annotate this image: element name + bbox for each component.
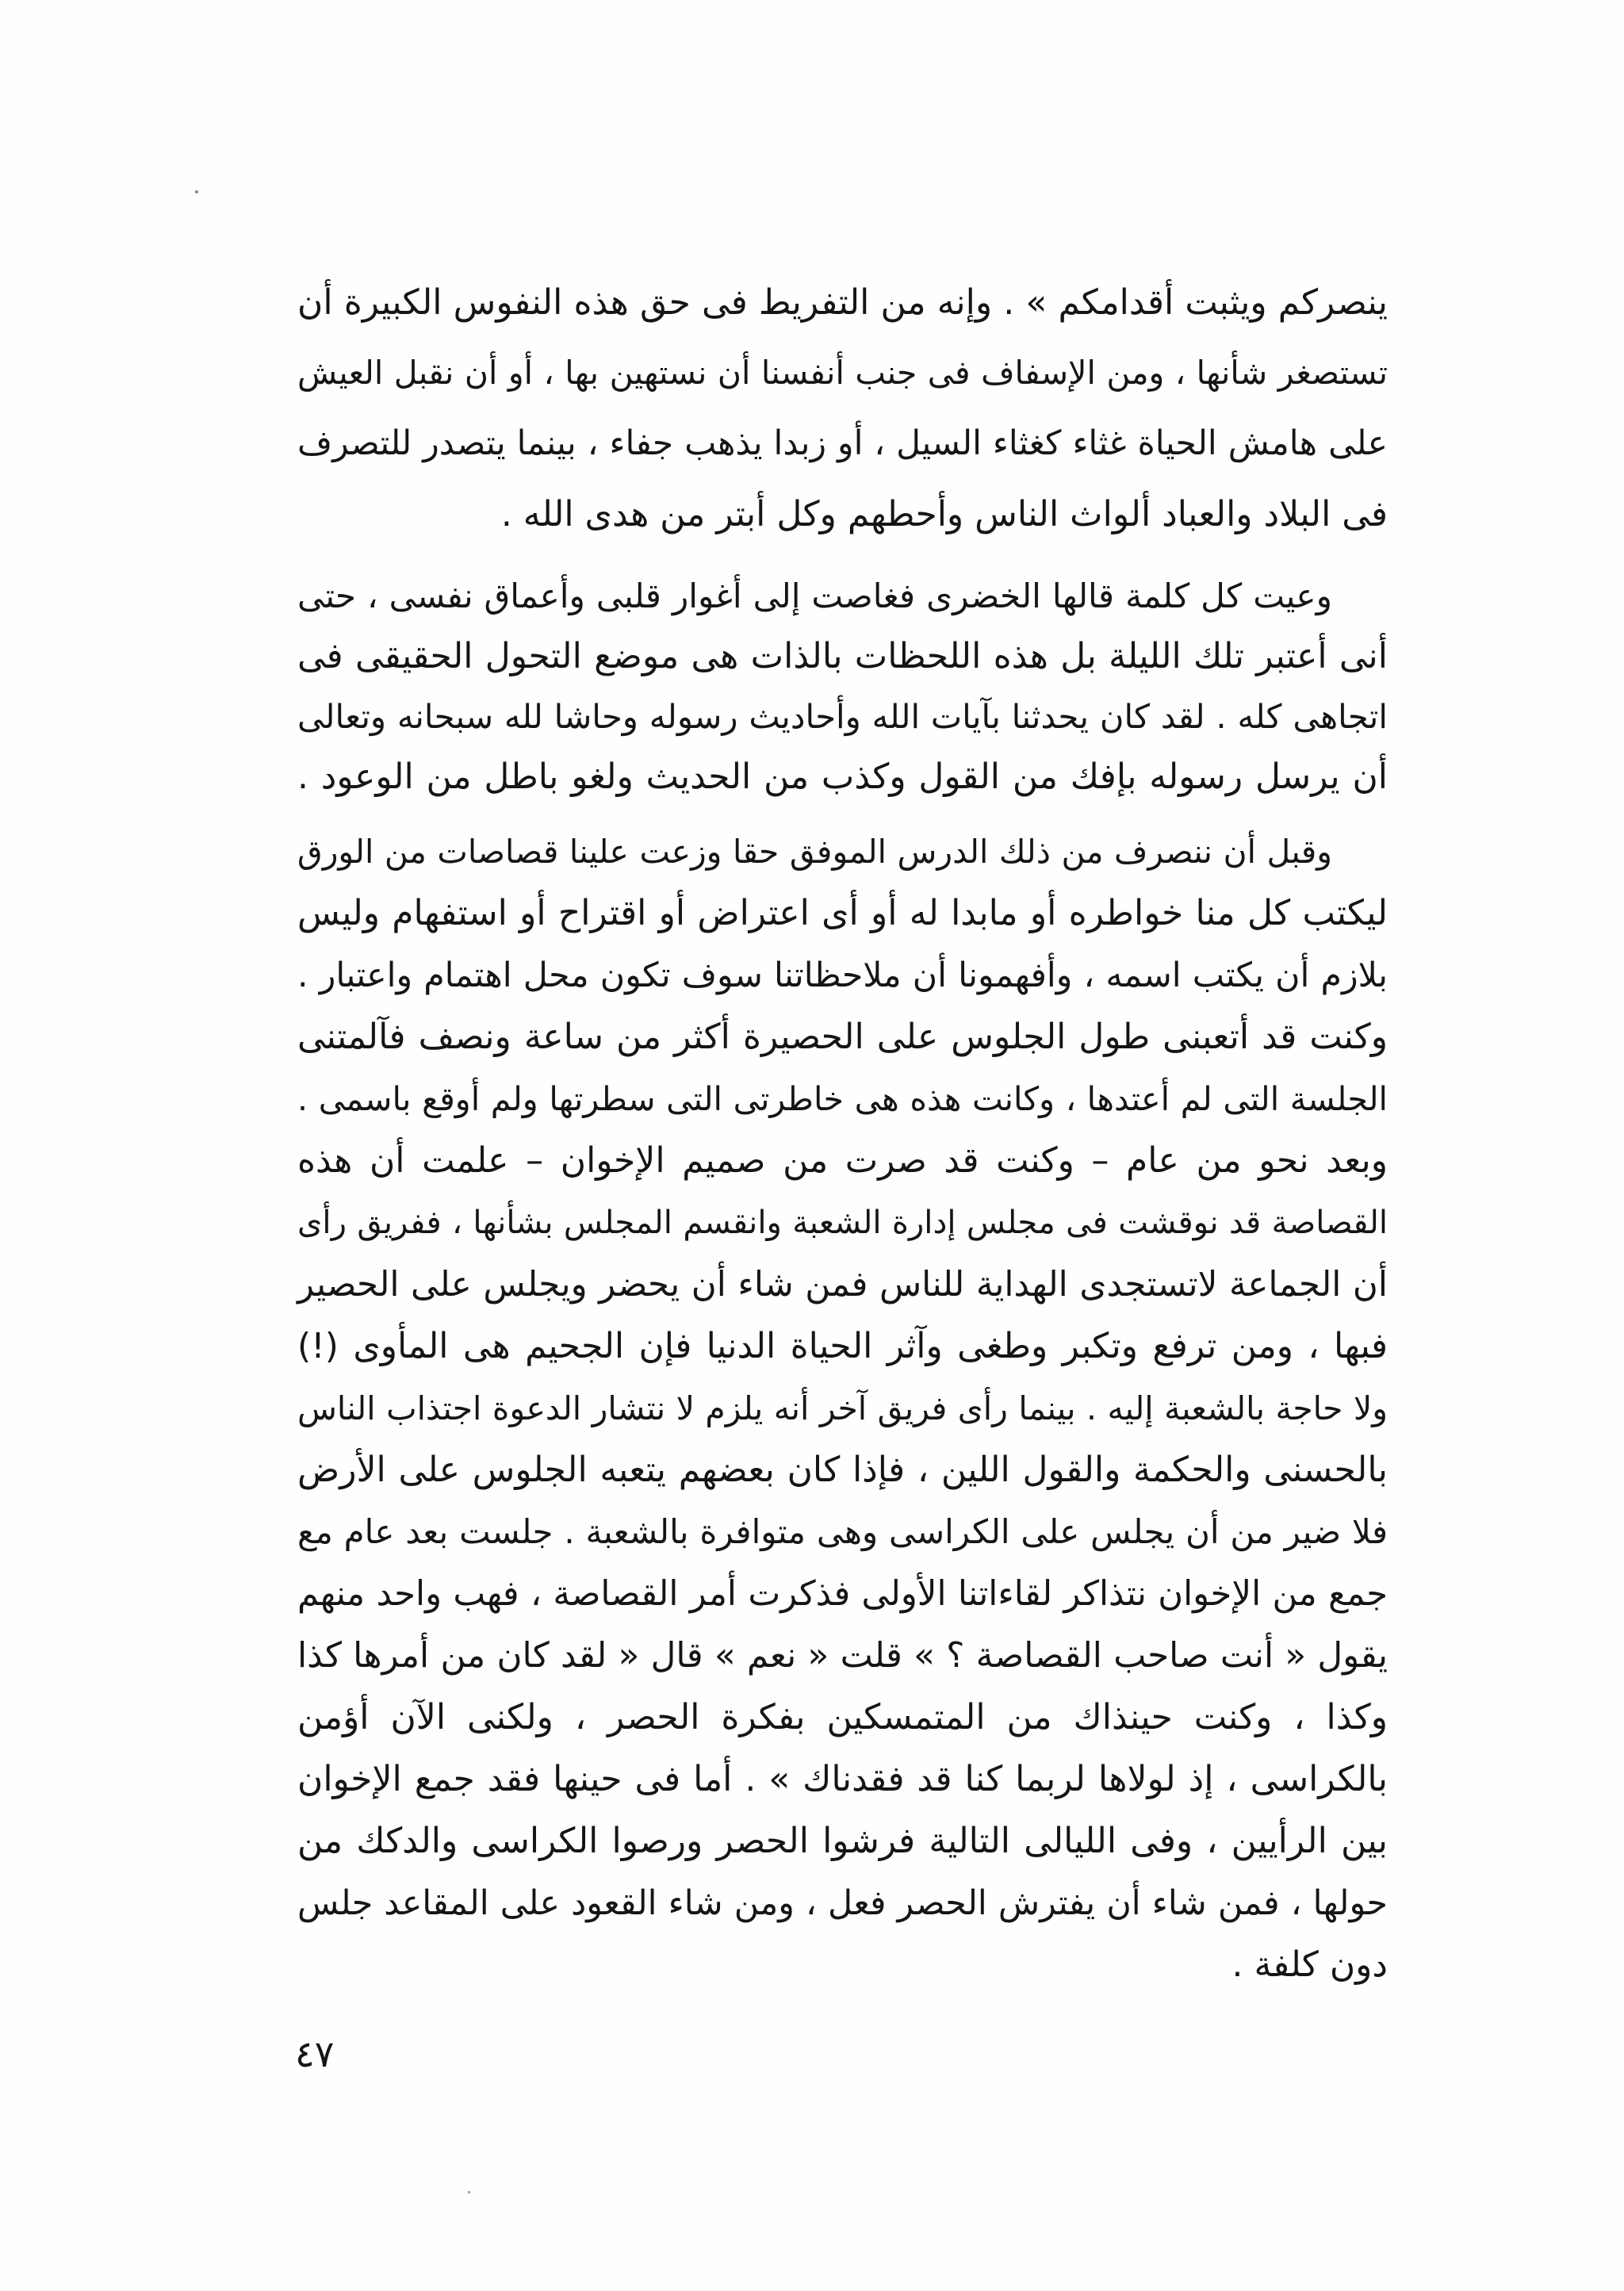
paragraph <box>297 566 1388 807</box>
text-line: ليكتب كل منا خواطره أو مابدا له أو أى اعتراض أو اقتراح أو استفهام وليس <box>297 893 1388 933</box>
text-line: الجلسة التى لم أعتدها ، وكانت هذه هى خاطرتى التى سطرتها ولم أوقع باسمى . <box>297 1080 1388 1118</box>
page-number: ٤٧ <box>295 2032 335 2075</box>
text-line: وكنت قد أتعبنى طول الجلوس على الحصيرة أكثر من ساعة ونصف فآلمتنى <box>297 1017 1388 1057</box>
text-line: اتجاهى كله . لقد كان يحدثنا بآيات الله وأحاديث رسوله وحاشا لله سبحانه وتعالى <box>297 697 1388 736</box>
text-line: جمع من الإخوان نتذاكر لقاءاتنا الأولى فذكرت أمر القصاصة ، فهب واحد منهم <box>297 1574 1388 1614</box>
text-line: أنى أعتبر تلك الليلة بل هذه اللحظات بالذات هى موضع التحول الحقيقى فى <box>297 636 1388 676</box>
text-line: فبها ، ومن ترفع وتكبر وطغى وآثر الحياة الدنيا فإن الجحيم هى المأوى (!) <box>297 1326 1388 1366</box>
text-line: وبعد نحو من عام – وكنت قد صرت من صميم الإخوان – علمت أن هذه <box>297 1140 1388 1181</box>
text-line: حولها ، فمن شاء أن يفترش الحصر فعل ، ومن شاء القعود على المقاعد جلس <box>297 1883 1388 1923</box>
text-line: أن الجماعة لاتستجدى الهداية للناس فمن شاء أن يحضر ويجلس على الحصير <box>297 1265 1388 1304</box>
text-line: وقبل أن ننصرف من ذلك الدرس الموفق حقا وزعت علينا قصاصات من الورق <box>297 833 1332 871</box>
text-line: وعيت كل كلمة قالها الخضرى فغاصت إلى أغوار قلبى وأعماق نفسى ، حتى <box>297 577 1332 615</box>
text-line: بالكراسى ، إذ لولاها لربما كنا قد فقدناك » . أما فى حينها فقد جمع الإخوان <box>297 1759 1388 1799</box>
text-line: وكذا ، وكنت حينذاك من المتمسكين بفكرة الحصر ، ولكنى الآن أؤمن <box>297 1697 1388 1737</box>
text-line: أن يرسل رسوله بإفك من القول وكذب من الحديث ولغو باطل من الوعود . <box>297 757 1388 797</box>
scan-speck <box>195 190 198 193</box>
text-line: فلا ضير من أن يجلس على الكراسى وهى متوافرة بالشعبة . جلست بعد عام مع <box>297 1512 1388 1551</box>
text-line: دون كلفة . <box>1231 1944 1388 1985</box>
text-line: بالحسنى والحكمة والقول اللين ، فإذا كان بعضهم يتعبه الجلوس على الأرض <box>297 1450 1388 1490</box>
text-line: بلازم أن يكتب اسمه ، وأفهمونا أن ملاحظاتنا سوف تكون محل اهتمام واعتبار . <box>297 956 1388 995</box>
paragraph <box>297 821 1388 1996</box>
paragraph <box>297 267 1388 550</box>
text-line: على هامش الحياة غثاء كغثاء السيل ، أو زبدا يذهب جفاء ، بينما يتصدر للتصرف <box>297 424 1388 463</box>
text-line: بين الرأيين ، وفى الليالى التالية فرشوا الحصر ورصوا الكراسى والدكك من <box>297 1821 1388 1861</box>
text-line: فى البلاد والعباد ألواث الناس وأحطهم وكل أبتر من هدى الله . <box>500 494 1388 534</box>
scan-speck <box>468 2191 470 2193</box>
text-line: القصاصة قد نوقشت فى مجلس إدارة الشعبة وانقسم المجلس بشأنها ، ففريق رأى <box>297 1205 1388 1241</box>
text-line: يقول « أنت صاحب القصاصة ؟ » قلت « نعم » قال « لقد كان من أمرها كذا <box>297 1635 1388 1676</box>
text-line: ينصركم ويثبت أقدامكم » . وإنه من التفريط فى حق هذه النفوس الكبيرة أن <box>297 282 1388 323</box>
text-line: ولا حاجة بالشعبة إليه . بينما رأى فريق آخر أنه يلزم لا نتشار الدعوة اجتذاب الناس <box>297 1389 1388 1427</box>
text-line: تستصغر شأنها ، ومن الإسفاف فى جنب أنفسنا أن نستهين بها ، أو أن نقبل العيش <box>297 354 1388 392</box>
